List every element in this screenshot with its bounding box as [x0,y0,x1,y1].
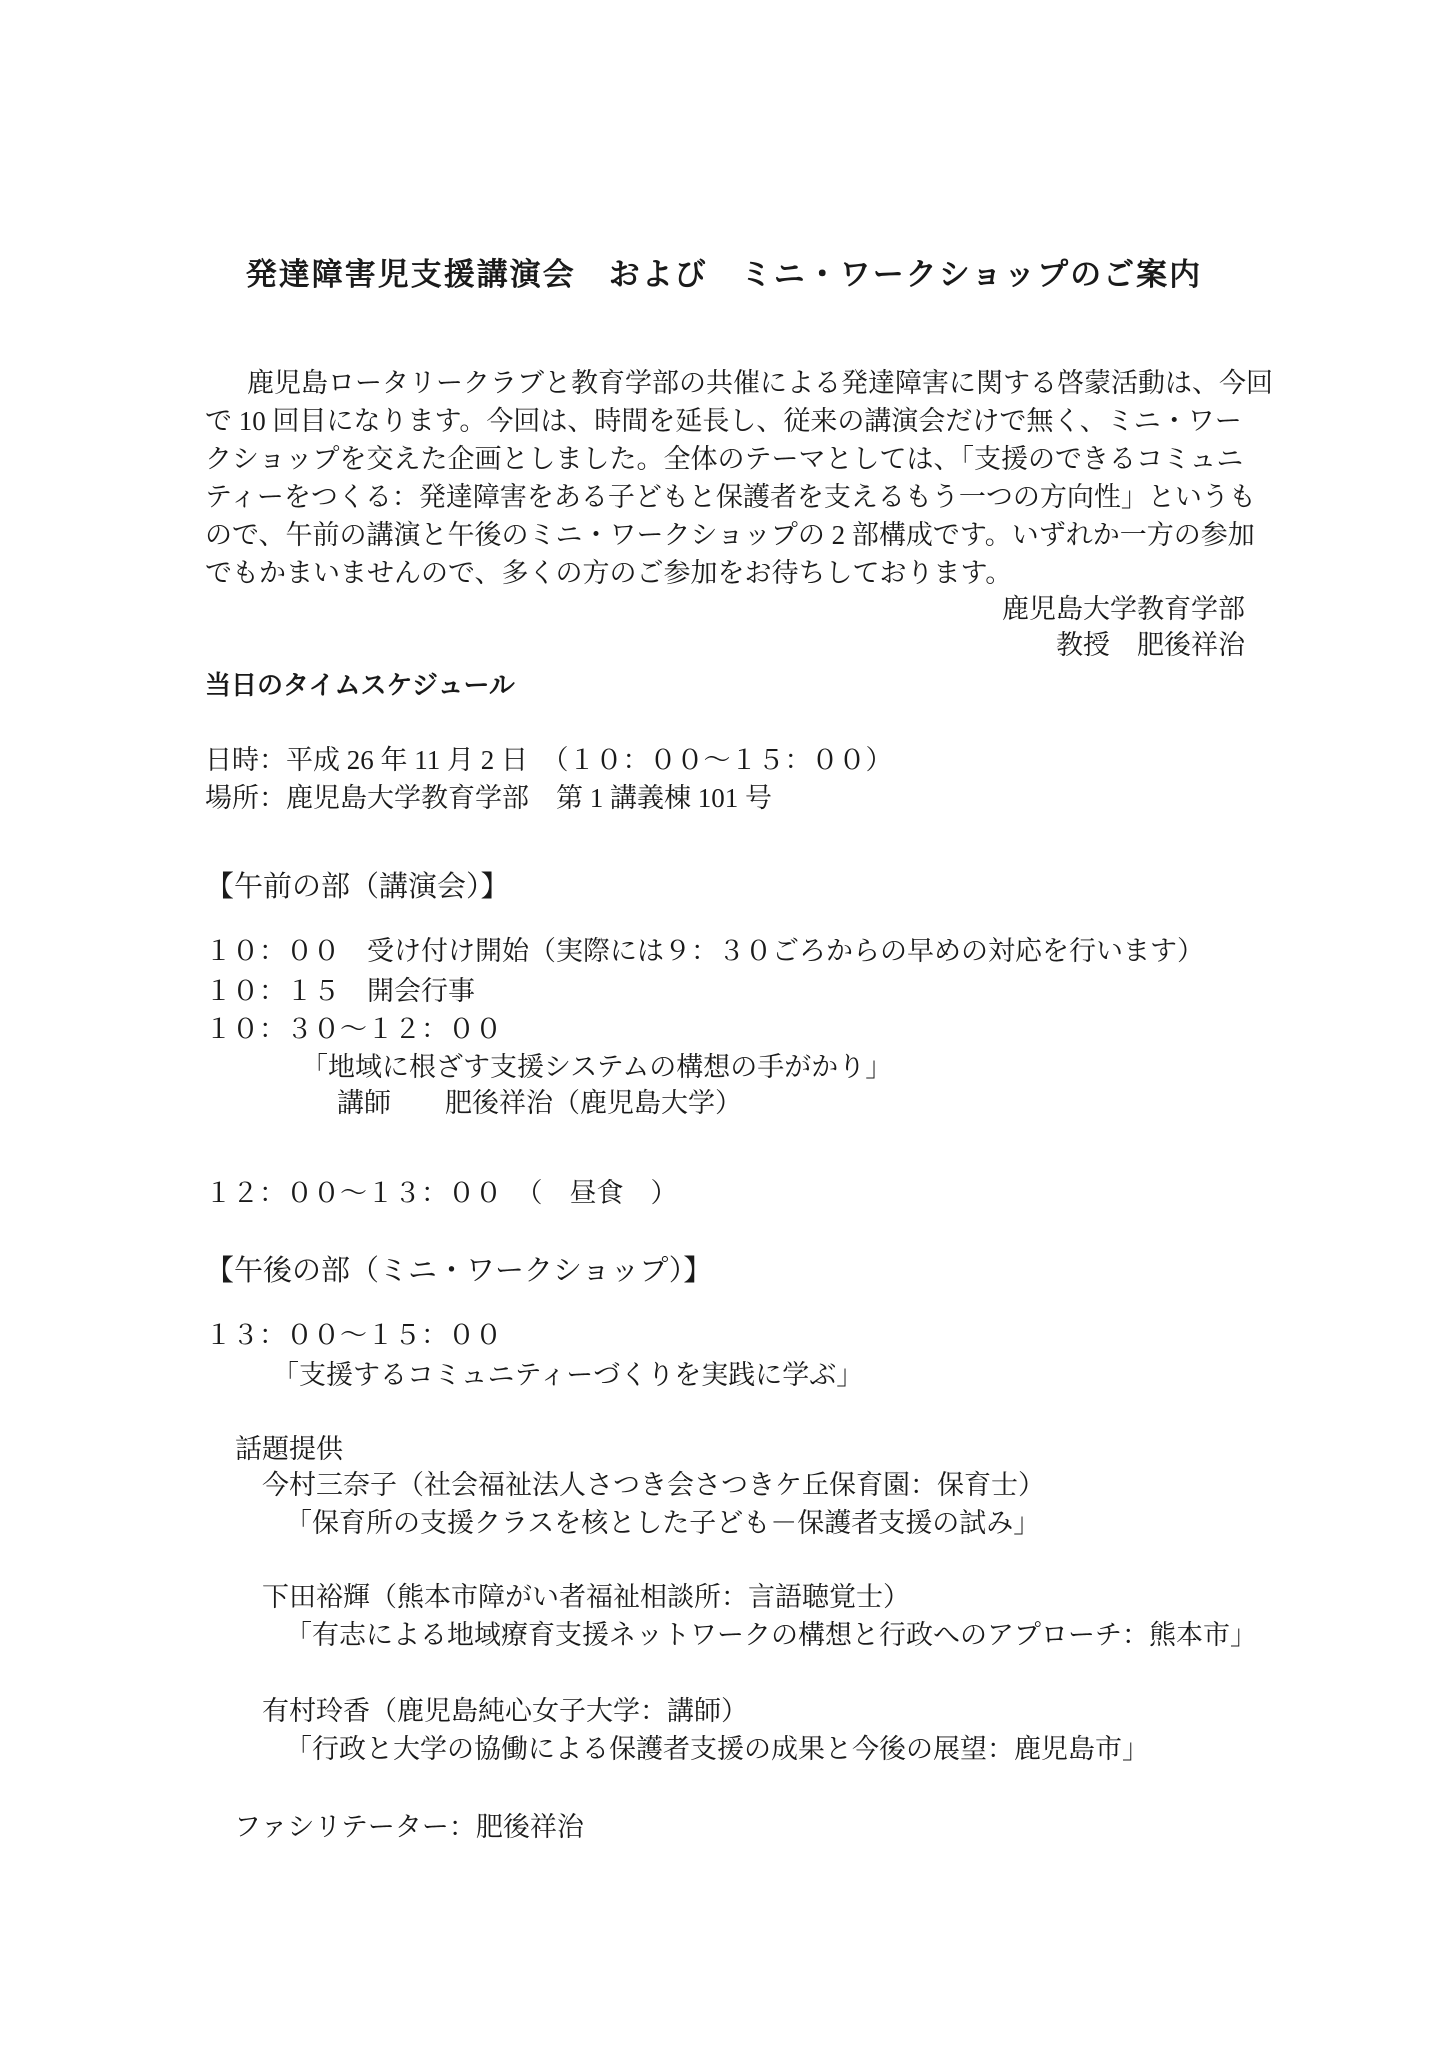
lecture-time: １０：３０～１２：００ [205,1014,502,1044]
intro-line: で 10 回目になります。今回は、時間を延長し、従来の講演会だけで無く、ミニ・ワー [205,406,1242,436]
signature-person: 教授 肥後祥治 [1056,630,1245,660]
speaker-name: 下田裕輝（熊本市障がい者福祉相談所：言語聴覚士） [262,1582,910,1612]
venue-line: 場所：鹿児島大学教育学部 第 1 講義棟 101 号 [205,783,772,813]
lecture-title: 「地域に根ざす支援システムの構想の手がかり」 [301,1052,893,1082]
lecturer-line: 講師 肥後祥治（鹿児島大学） [337,1088,742,1118]
intro-line: ので、午前の講演と午後のミニ・ワークショップの 2 部構成です。いずれか一方の参加 [205,520,1255,550]
facilitator-line: ファシリテーター：肥後祥治 [234,1812,584,1842]
page-title: 発達障害児支援講演会 および ミニ・ワークショップのご案内 [245,257,1203,292]
speaker-name: 有村玲香（鹿児島純心女子大学：講師） [262,1696,748,1726]
datetime-line: 日時：平成 26 年 11 月 2 日 （１０：００～１５：００） [205,745,893,775]
morning-heading: 【午前の部（講演会）】 [205,871,510,903]
schedule-heading: 当日のタイムスケジュール [205,670,515,700]
afternoon-time: １３：００～１５：００ [205,1320,502,1350]
opening-line: １０：１５ 開会行事 [205,976,475,1006]
speaker-title: 「行政と大学の協働による保護者支援の成果と今後の展望：鹿児島市」 [285,1734,1149,1764]
signature-org: 鹿児島大学教育学部 [1002,594,1245,624]
speaker-title: 「有志による地域療育支援ネットワークの構想と行政へのアプローチ：熊本市」 [285,1620,1257,1650]
afternoon-theme: 「支援するコミュニティーづくりを実践に学ぶ」 [272,1360,864,1390]
topics-label: 話題提供 [235,1434,343,1464]
intro-line: クショップを交えた企画としました。全体のテーマとしては、「支援のできるコミュニ [205,444,1244,474]
reception-line: １０：００ 受け付け開始（実際には９：３０ごろからの早めの対応を行います） [205,936,1204,966]
intro-line: 鹿児島ロータリークラブと教育学部の共催による発達障害に関する啓蒙活動は、今回 [247,368,1273,398]
speaker-name: 今村三奈子（社会福祉法人さつき会さつきケ丘保育園：保育士） [262,1470,1045,1500]
intro-line: でもかまいませんので、多くの方のご参加をお待ちしております。 [205,558,1013,588]
speaker-title: 「保育所の支援クラスを核とした子ども－保護者支援の試み」 [285,1508,1041,1538]
lunch-line: １２：００～１３：００ （ 昼食 ） [205,1178,678,1208]
afternoon-heading: 【午後の部（ミニ・ワークショップ）】 [205,1255,713,1287]
intro-line: ティーをつくる：発達障害をある子どもと保護者を支えるもう一つの方向性」というも [205,482,1256,512]
